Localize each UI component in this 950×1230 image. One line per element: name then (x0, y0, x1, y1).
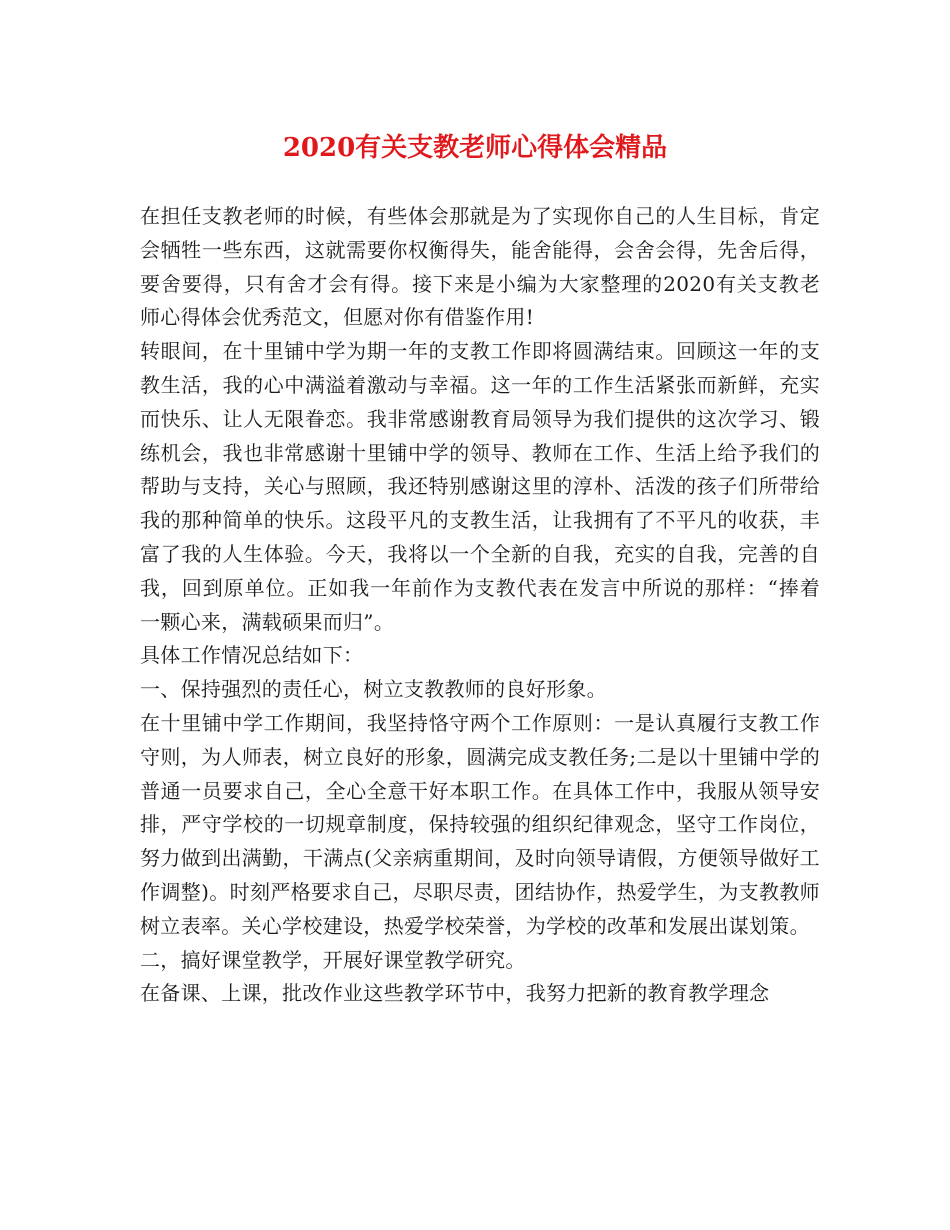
paragraph-intro: 在担任支教老师的时候，有些体会那就是为了实现你自己的人生目标，肯定会牺牲一些东西，这就需要你权衡得失，能舍能得，会舍会得，先舍后得，要舍要得，只有舍才会有得。接下来是小编为大家整理的2020有关支教老师心得体会优秀范文，但愿对你有借鉴作用! (140, 204, 820, 330)
section-heading-2: 二，搞好课堂教学，开展好课堂教学研究。 (140, 947, 526, 972)
paragraph-reflection: 转眼间，在十里铺中学为期一年的支教工作即将圆满结束。回顾这一年的支教生活，我的心中满溢着激动与幸福。这一年的工作生活紧张而新鲜，充实而快乐、让人无限眷恋。我非常感谢教育局领导为我们提供的这次学习、锻练机会，我也非常感谢十里铺中学的领导、教师在工作、生活上给予我们的帮助与支持，关心与照顾，我还特别感谢这里的淳朴、活泼的孩子们所带给我的那种简单的快乐。这段平凡的支教生活，让我拥有了不平凡的收获，丰富了我的人生体验。今天，我将以一个全新的自我，充实的自我，完善的自我，回到原单位。正如我一年前作为支教代表在发言中所说的那样：“捧着一颗心来，满载硕果而归”。 (140, 339, 820, 634)
paragraph-section-2: 在备课、上课，批改作业这些教学环节中，我努力把新的教育教学理念 (140, 981, 770, 1006)
section-heading-1: 一、保持强烈的责任心，树立支教教师的良好形象。 (140, 677, 607, 702)
document-title: 2020有关支教老师心得体会精品 (282, 133, 668, 163)
paragraph-section-1: 在十里铺中学工作期间，我坚持恪守两个工作原则：一是认真履行支教工作守则，为人师表，树立良好的形象，圆满完成支教任务;二是以十里铺中学的普通一员要求自己，全心全意干好本职工作。在具体工作中，我服从领导安排，严守学校的一切规章制度，保持较强的组织纪律观念，坚守工作岗位，努力做到出满勤，干满点(父亲病重期间，及时向领导请假，方便领导做好工作调整)。时刻严格要求自己，尽职尽责，团结协作，热爱学生，为支教教师树立表率。关心学校建设，热爱学校荣誉，为学校的改革和发展出谋划策。 (140, 710, 820, 938)
paragraph-summary-lead: 具体工作情况总结如下： (140, 643, 364, 668)
document-body (140, 200, 820, 1011)
